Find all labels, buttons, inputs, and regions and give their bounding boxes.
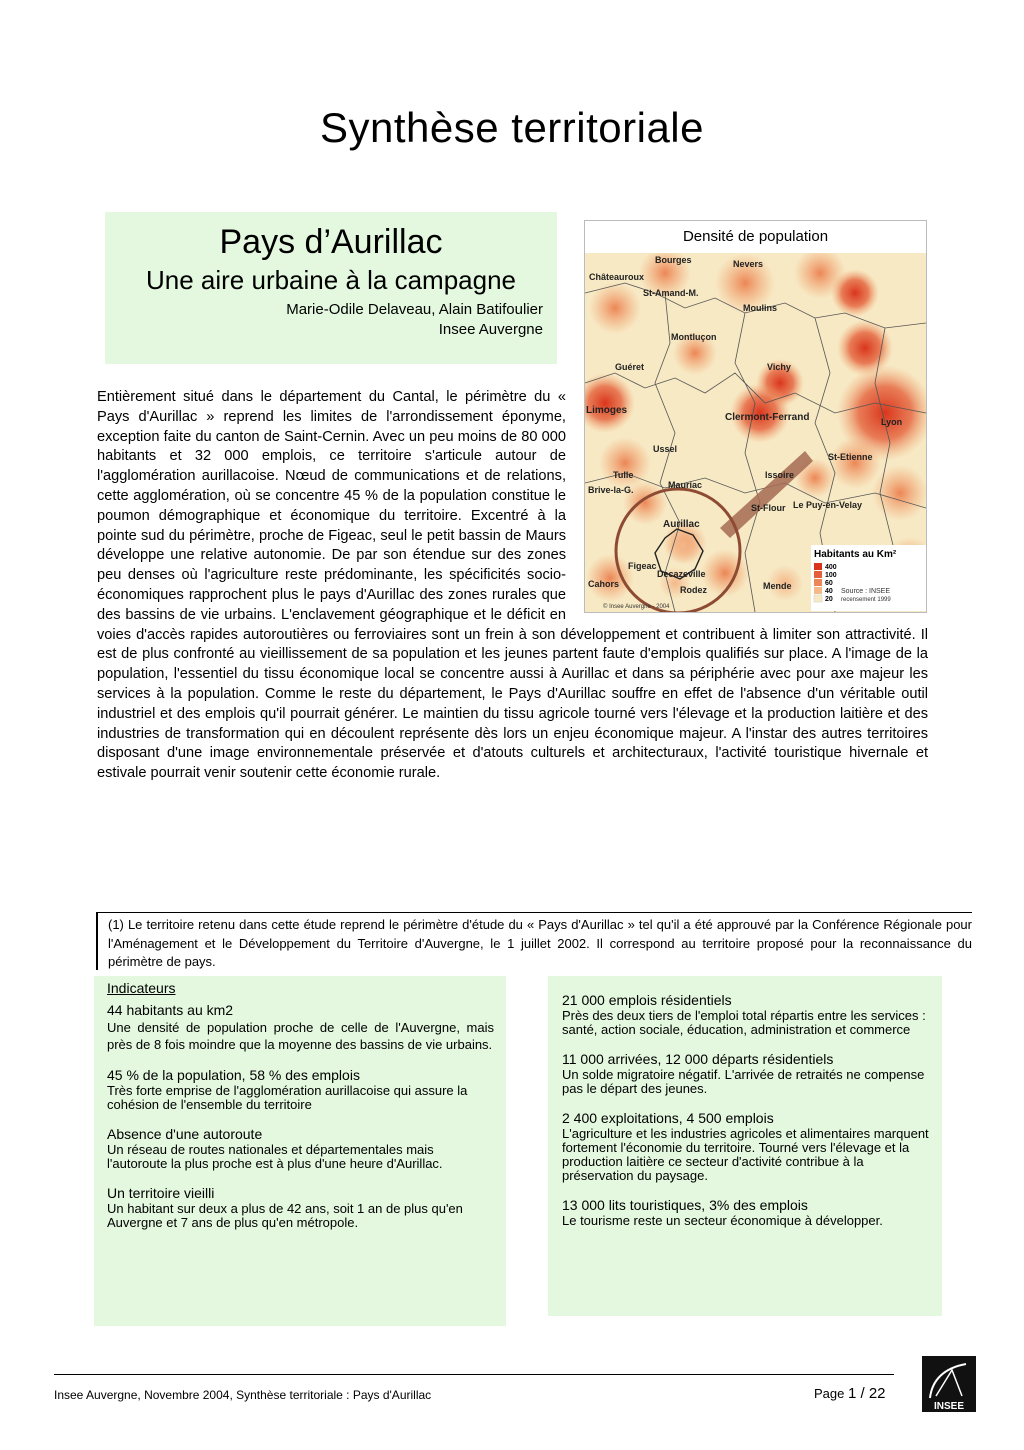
indicator-title: Un territoire vieilli (107, 1185, 215, 1201)
city-label: Rodez (680, 585, 707, 595)
city-label: Lyon (881, 417, 903, 427)
indicator-text: Le tourisme reste un secteur économique à développer. (562, 1213, 883, 1228)
title-box (105, 212, 557, 364)
city-label: Ussel (653, 444, 678, 454)
insee-logo-icon (922, 1356, 976, 1412)
city-label: Bourges (655, 255, 692, 265)
indicator-text: Un solde migratoire négatif. L'arrivée de retraités ne compense pas le départ des jeunes. (562, 1067, 925, 1096)
indicator-title: 45 % de la population, 58 % des emplois (107, 1067, 360, 1083)
city-label: Aurillac (663, 519, 700, 530)
indicator-item (562, 1051, 930, 1096)
report-title: Pays d’Aurillac (219, 223, 443, 261)
report-subtitle: Une aire urbaine à la campagne (145, 265, 517, 295)
city-label: Figeac (628, 561, 657, 571)
legend-value: 60 (825, 580, 833, 587)
indicator-title: 11 000 arrivées, 12 000 départs résidentiels (562, 1051, 834, 1067)
legend-value: 40 (825, 588, 833, 595)
indicator-text: Près des deux tiers de l'emploi total répartis entre les services : santé, action sociale, éducation, administration et commerce (562, 1008, 926, 1037)
page-title: Synthèse territoriale (319, 104, 704, 151)
logo-text: INSEE (933, 1401, 965, 1412)
indicator-title: 13 000 lits touristiques, 3% des emplois (562, 1197, 808, 1213)
indicator-text: L'agriculture et les industries agricoles et alimentaires marquent fortement l'économie du territoire. Tourné vers l'élevage et la production laitière ce secteur d'activité contribue à la préservation du paysage. (562, 1126, 929, 1183)
indicators-heading: Indicateurs (107, 980, 176, 996)
indicator-text: Une densité de population proche de celle de l'Auvergne, mais près de 8 fois moindre que la moyenne des bassins de vie urbains. (107, 1020, 494, 1052)
legend-title: Habitants au Km² (814, 549, 897, 560)
city-label: Cahors (588, 579, 620, 589)
intro-paragraph (97, 388, 928, 784)
indicator-text: Très forte emprise de l'agglomération aurillacoise qui assure la cohésion de l'ensemble du territoire (107, 1083, 468, 1112)
footnote: (1) Le territoire retenu dans cette étude reprend le périmètre d'étude du « Pays d'Aurillac » tel qu'il a été approuvé par la Conférence Régionale pour l'Aménagement et le Développement du Territoire d'Auvergne, le 1 juillet 2002. Il correspond au territoire proposé pour la reconnaissance du périmètre de pays. (96, 912, 972, 970)
city-label: Brive-la-G. (588, 485, 634, 495)
footer-rule (54, 1374, 894, 1375)
city-label: Tulle (613, 470, 634, 480)
city-label: Mende (763, 581, 792, 591)
city-label: Guéret (615, 362, 645, 372)
map-copyright: © Insee Auvergne - 2004 (603, 604, 670, 610)
indicator-item (562, 1110, 930, 1183)
authors: Marie-Odile Delaveau, Alain Batifoulier (286, 301, 543, 318)
page-count: 1 / 22 (848, 1385, 886, 1402)
map-census: recensement 1999 (841, 597, 891, 603)
city-label: Le Puy-en-Velay (793, 500, 863, 510)
indicator-item (107, 1002, 494, 1053)
city-label: Issoire (765, 470, 795, 480)
city-label: St-Flour (751, 503, 786, 513)
indicator-title: 2 400 exploitations, 4 500 emplois (562, 1110, 774, 1126)
city-label: St-Amand-M. (643, 288, 699, 298)
city-label: Nevers (733, 259, 764, 269)
footer-citation: Insee Auvergne, Novembre 2004, Synthèse territoriale : Pays d'Aurillac (54, 1388, 432, 1402)
indicator-text: Un habitant sur deux a plus de 42 ans, soit 1 an de plus qu'en Auvergne et 7 ans de plus qu'en métropole. (107, 1201, 463, 1230)
city-label: St-Etienne (828, 452, 873, 462)
map-source: Source : INSEE (841, 588, 891, 595)
indicator-title: 44 habitants au km2 (107, 1002, 234, 1018)
indicator-item (107, 1185, 494, 1230)
indicator-item (562, 1197, 930, 1228)
indicator-item (562, 992, 930, 1037)
page-label: Page (814, 1386, 845, 1401)
indicator-item (107, 1067, 494, 1112)
city-label: Montluçon (671, 332, 717, 342)
indicator-item (107, 1126, 494, 1171)
city-label: Mauriac (668, 480, 703, 490)
intro-text: Entièrement situé dans le département du Cantal, le périmètre du « Pays d'Aurillac » reprend les limites de l'arrondissement éponyme, exception faite du canton de Saint-Cernin. Avec un peu moins de 80 000 habitants et 32 000 emplois, ce territoire s'articule autour de l'agglomération aurillacoise. Nœud de communications et de relations, cette agglomération, où se concentre 45 % de la population constitue le poumon démographique et économique du territoire. Excentré à la pointe sud du périmètre, proche de Figeac, seul le petit bassin de Maurs développe une relative autonomie. De par son étendue sur des zones peu denses où l'agriculture reste prédominante, les spécificités socio-économiques rapprochent plus le pays d'Aurillac des zones rurales que des bassins de vie urbains. L'enclavement géographique et le déficit en voies d'accès rapides autoroutières ou ferroviaires sont un frein à son développement et contribuent à limiter son attractivité. Il est de plus confronté au vieillissement de sa population et les jeunes partent faute d'emplois qualifiés sur place. A l'image de la population, l'essentiel du tissu économique local se concentre aussi à Aurillac et dans sa périphérie avec pour axe majeur les services à la population. Comme le reste du département, le Pays d'Aurillac souffre en effet de l'absence d'un véritable outil industriel et des emplois qu'il pourrait générer. Le maintien du tissu agricole tourné vers l'élevage et la production laitière et des industries de transformation qui en découlent représente dès lors un enjeu économique majeur. A l'instar des autres territoires disposant d'une image environnementale préservée et d'atouts culturels et architecturaux, l'activité touristique hivernale et estivale pourrait venir soutenir cette économie rurale. (97, 389, 928, 782)
city-label: Moulins (743, 303, 777, 313)
city-label: Limoges (586, 405, 628, 416)
city-label: Decazeville (657, 569, 706, 579)
indicator-text: Un réseau de routes nationales et départementales mais l'autoroute la plus proche est à plus d'une heure d'Aurillac. (107, 1142, 443, 1171)
indicators-right (548, 976, 942, 1316)
indicator-title: Absence d'une autoroute (107, 1126, 263, 1142)
map-title: Densité de population (585, 221, 926, 254)
city-label: Vichy (767, 362, 791, 372)
indicators-left (94, 976, 506, 1326)
city-label: Châteauroux (589, 272, 645, 282)
organisation: Insee Auvergne (438, 321, 543, 338)
city-label: Clermont-Ferrand (725, 412, 810, 423)
legend-value: 400 (825, 564, 837, 571)
indicator-title: 21 000 emplois résidentiels (562, 992, 732, 1008)
page-number (814, 1385, 886, 1402)
legend-value: 20 (825, 596, 833, 603)
legend-value: 100 (825, 572, 837, 579)
